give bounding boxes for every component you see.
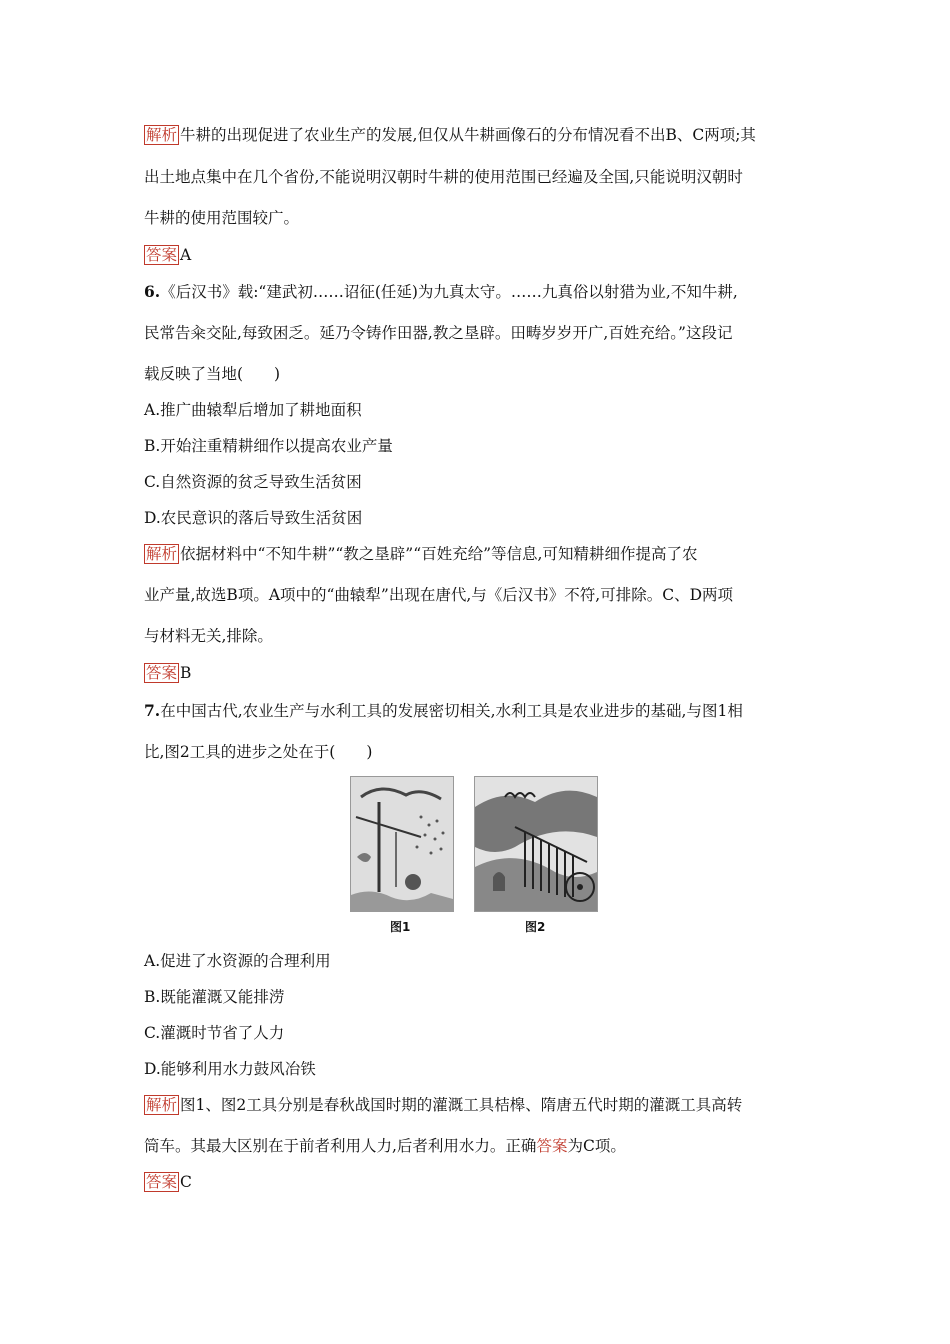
answer-tag: 答案 (146, 664, 178, 682)
answer-value: A (180, 246, 192, 264)
question-number: 6. (144, 282, 161, 301)
q5-analysis-line-3: 牛耕的使用范围较广。 (144, 209, 300, 227)
q6-stem-line-3: 载反映了当地( ) (144, 365, 281, 383)
q7-option-a: A.促进了水资源的合理利用 (144, 952, 331, 970)
analysis-tag: 解析 (146, 545, 178, 563)
analysis-text: 图1、图2工具分别是春秋战国时期的灌溉工具桔槔、隋唐五代时期的灌溉工具高转 (180, 1096, 743, 1114)
q7-option-c: C.灌溉时节省了人力 (144, 1024, 285, 1042)
q5-answer (144, 244, 814, 266)
q7-option-b: B.既能灌溉又能排涝 (144, 988, 285, 1006)
q6-answer (144, 662, 814, 684)
stem-text: 《后汉书》载:“建武初……诏征(任延)为九真太守。……九真俗以射猎为业,不知牛耕, (160, 283, 738, 301)
q6-option-d: D.农民意识的落后导致生活贫困 (144, 509, 363, 527)
q7-option-d: D.能够利用水力鼓风冶铁 (144, 1060, 316, 1078)
q6-option-b: B.开始注重精耕细作以提高农业产量 (144, 437, 393, 455)
analysis-tag: 解析 (146, 126, 178, 144)
q7-answer (144, 1171, 814, 1193)
answer-value: C (180, 1173, 192, 1191)
stem-text: 在中国古代,农业生产与水利工具的发展密切相关,水利工具是农业进步的基础,与图1相 (160, 702, 743, 720)
well-sweep-illustration (351, 777, 453, 911)
analysis-text: 为C项。 (567, 1137, 626, 1155)
waterwheel-illustration (475, 777, 597, 911)
analysis-text: 依据材料中“不知牛耕”“教之垦辟”“百姓充给”等信息,可知精耕细作提高了农 (180, 545, 698, 563)
q6-option-c: C.自然资源的贫乏导致生活贫困 (144, 473, 362, 491)
figure-2-caption: 图2 (525, 920, 546, 934)
answer-highlight: 答案 (536, 1137, 568, 1155)
q7-analysis-line-2 (144, 1135, 814, 1157)
q7-stem-line-1 (144, 700, 814, 722)
q5-analysis-line-2: 出土地点集中在几个省份,不能说明汉朝时牛耕的使用范围已经遍及全国,只能说明汉朝时 (144, 168, 743, 186)
analysis-text: 牛耕的出现促进了农业生产的发展,但仅从牛耕画像石的分布情况看不出B、C两项;其 (180, 126, 756, 144)
figure-1-image (350, 776, 454, 912)
analysis-tag: 解析 (146, 1096, 178, 1114)
q6-analysis-line-2: 业产量,故选B项。A项中的“曲辕犁”出现在唐代,与《后汉书》不符,可排除。C、D两项 (144, 586, 734, 604)
q7-stem-line-2: 比,图2工具的进步之处在于( ) (144, 743, 373, 761)
q5-analysis-line-1 (144, 124, 814, 146)
figure-group (350, 776, 600, 936)
q6-analysis-line-1 (144, 543, 814, 565)
answer-tag: 答案 (146, 1173, 178, 1191)
q6-stem-line-1 (144, 281, 814, 303)
analysis-text: 筒车。其最大区别在于前者利用人力,后者利用水力。正确 (144, 1137, 537, 1155)
figure-2-image (474, 776, 598, 912)
q6-analysis-line-3: 与材料无关,排除。 (144, 627, 273, 645)
q6-option-a: A.推广曲辕犁后增加了耕地面积 (144, 401, 362, 419)
question-number: 7. (144, 701, 161, 720)
answer-value: B (180, 664, 192, 682)
q6-stem-line-2: 民常告籴交阯,每致困乏。延乃令铸作田器,教之垦辟。田畴岁岁开广,百姓充给。”这段记 (144, 324, 733, 342)
answer-tag: 答案 (146, 246, 178, 264)
q7-analysis-line-1 (144, 1094, 814, 1116)
figure-1-caption: 图1 (390, 920, 411, 934)
